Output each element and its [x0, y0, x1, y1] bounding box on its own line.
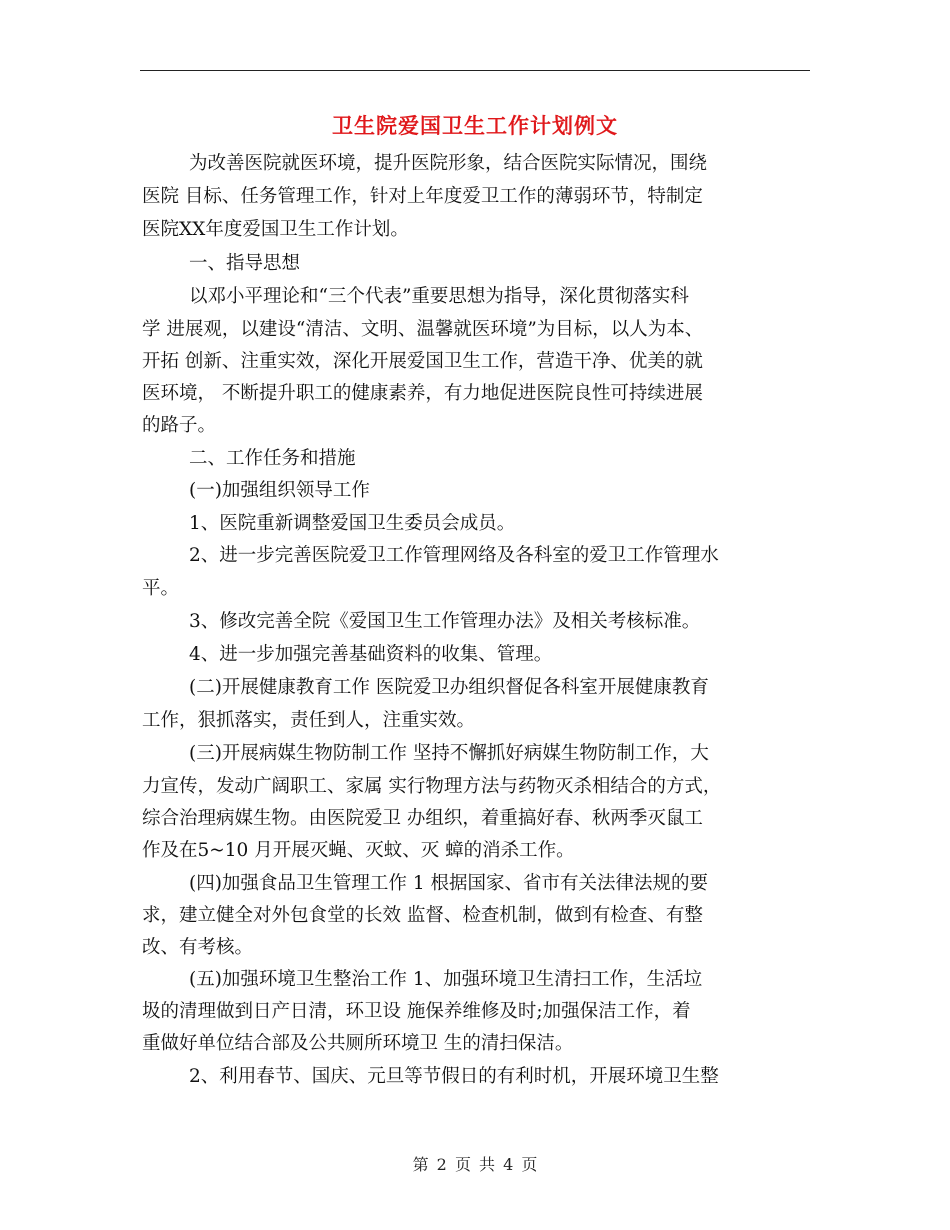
subsection-heading: (三)开展病媒生物防制工作 坚持不懈抓好病媒生物防制工作，大 [189, 743, 709, 764]
subsection-heading: (一)加强组织领导工作 [189, 480, 370, 501]
paragraph-line: 求，建立健全对外包食堂的长效 监督、检查机制，做到有检查、有整 [142, 905, 703, 926]
paragraph-line: 医院 目标、任务管理工作，针对上年度爱卫工作的薄弱环节，特制定 [142, 186, 703, 207]
list-item: 2、进一步完善医院爱卫工作管理网络及各科室的爱卫工作管理水 [189, 545, 719, 566]
paragraph-line: 医环境， 不断提升职工的健康素养，有力地促进医院良性可持续进展 [142, 383, 703, 404]
paragraph-line: 以邓小平理论和“三个代表”重要思想为指导，深化贯彻落实科 [189, 286, 689, 307]
section-heading: 一、指导思想 [189, 253, 301, 274]
paragraph-line: 医院XX年度爱国卫生工作计划。 [142, 219, 409, 240]
paragraph-line: 工作，狠抓落实，责任到人，注重实效。 [142, 710, 476, 731]
paragraph-line: 为改善医院就医环境，提升医院形象，结合医院实际情况，围绕 [189, 153, 708, 174]
paragraph-line: 学 进展观，以建设“清洁、文明、温馨就医环境”为目标，以人为本、 [142, 319, 704, 340]
list-item: 1、医院重新调整爱国卫生委员会成员。 [189, 513, 516, 534]
subsection-heading: (四)加强食品卫生管理工作 1 根据国家、省市有关法律法规的要 [189, 873, 708, 894]
paragraph-line: 的路子。 [142, 415, 217, 436]
paragraph-line: 力宣传，发动广阔职工、家属 实行物理方法与药物灭杀相结合的方式， [142, 776, 722, 797]
section-heading: 二、工作任务和措施 [189, 448, 356, 469]
header-rule [140, 70, 810, 71]
list-item: 2、利用春节、国庆、元旦等节假日的有利时机，开展环境卫生整 [189, 1066, 719, 1087]
paragraph-line: 重做好单位结合部及公共厕所环境卫 生的清扫保洁。 [142, 1033, 574, 1054]
paragraph-line: 圾的清理做到日产日清，环卫设 施保养维修及时;加强保洁工作，着 [142, 1001, 691, 1022]
paragraph-line: 平。 [142, 578, 180, 599]
list-item: 3、修改完善全院《爱国卫生工作管理办法》及相关考核标准。 [189, 611, 701, 632]
subsection-heading: (五)加强环境卫生整治工作 1、加强环境卫生清扫工作，生活垃 [189, 969, 703, 990]
paragraph-line: 综合治理病媒生物。由医院爱卫 办组织，着重搞好春、秋两季灭鼠工 [142, 808, 703, 829]
paragraph-line: 作及在5~10 月开展灭蝇、灭蚊、灭 蟑的消杀工作。 [142, 840, 575, 861]
list-item: 4、进一步加强完善基础资料的收集、管理。 [189, 644, 553, 665]
document-title: 卫生院爱国卫生工作计划例文 [332, 113, 618, 138]
page-number-footer: 第 2 页 共 4 页 [412, 1155, 538, 1174]
paragraph-line: 改、有考核。 [142, 937, 254, 958]
subsection-heading: (二)开展健康教育工作 医院爱卫办组织督促各科室开展健康教育 [189, 677, 709, 698]
paragraph-line: 开拓 创新、注重实效，深化开展爱国卫生工作，营造干净、优美的就 [142, 351, 703, 372]
